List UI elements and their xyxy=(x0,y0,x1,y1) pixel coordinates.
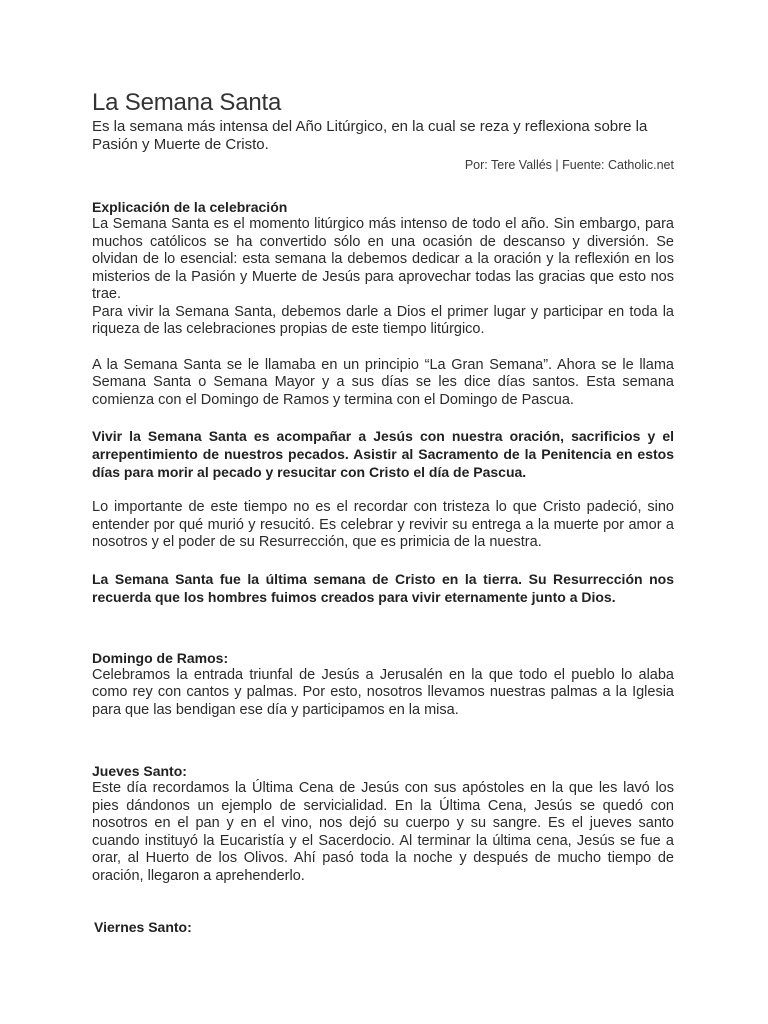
spacer xyxy=(92,173,674,199)
paragraph-gran-semana: A la Semana Santa se le llamaba en un principio “La Gran Semana”. Ahora se le llama Semana Santa o Semana Mayor y a sus días se les dice días santos. Esta semana comienza con el Domingo de Ramos y termina con el Domingo de Pascua. xyxy=(92,356,674,408)
paragraph-explicacion-2: Para vivir la Semana Santa, debemos darle a Dios el primer lugar y participar en toda la riqueza de las celebraciones propias de este tiempo litúrgico. xyxy=(92,303,674,337)
spacer xyxy=(92,606,674,650)
paragraph-importante: Lo importante de este tiempo no es el recordar con tristeza lo que Cristo padeció, sino entender por qué murió y resucitó. Es celebrar y revivir su entrega a la muerte por amor a nosotros y el poder de su Resurrección, que es primicia de la nuestra. xyxy=(92,499,674,550)
spacer xyxy=(92,719,674,763)
document-content xyxy=(92,88,674,936)
spacer xyxy=(92,885,674,919)
author-byline: Por: Tere Vallés | Fuente: Catholic.net xyxy=(464,158,674,172)
spacer xyxy=(92,481,674,499)
paragraph-domingo-ramos: Celebramos la entrada triunfal de Jesús a Jerusalén en la que todo el pueblo lo alaba como rey con cantos y palmas. Por esto, nosotros llevamos nuestras palmas a la Iglesia para que las bendigan ese día y participamos en la misa. xyxy=(92,666,674,718)
section-heading-viernes-santo: Viernes Santo: xyxy=(94,919,192,935)
spacer xyxy=(92,339,674,357)
page-title: La Semana Santa xyxy=(92,89,282,116)
section-heading-explicacion: Explicación de la celebración xyxy=(92,199,288,215)
page-subtitle: Es la semana más intensa del Año Litúrgico, en la cual se reza y reflexiona sobre la Pasión y Muerte de Cristo. xyxy=(92,118,648,153)
spacer xyxy=(92,552,674,570)
section-heading-jueves-santo: Jueves Santo: xyxy=(92,763,187,779)
bold-paragraph-ultima-semana: La Semana Santa fue la última semana de Cristo en la tierra. Su Resurrección nos recuerda que los hombres fuimos creados para vivir eternamente junto a Dios. xyxy=(92,570,674,605)
paragraph-jueves-santo: Este día recordamos la Última Cena de Jesús con sus apóstoles en la que les lavó los pies dándonos un ejemplo de servicialidad. En la Última Cena, Jesús se quedó con nosotros en el pan y en el vino, nos dejó su cuerpo y su sangre. Es el jueves santo cuando instituyó la Eucaristía y el Sacerdocio. Al terminar la última cena, Jesús se fue a orar, al Huerto de los Olivos. Ahí pasó toda la noche y después de mucho tiempo de oración, llegaron a aprehenderlo. xyxy=(92,780,674,884)
bold-paragraph-vivir: Vivir la Semana Santa es acompañar a Jesús con nuestra oración, sacrificios y el arrepentimiento de nuestros pecados. Asistir al Sacramento de la Penitencia en estos días para morir al pecado y resucitar con Cristo el día de Pascua. xyxy=(92,428,674,480)
spacer xyxy=(92,409,674,427)
section-heading-domingo-ramos: Domingo de Ramos: xyxy=(92,649,229,666)
paragraph-explicacion-1: La Semana Santa es el momento litúrgico más intenso de todo el año. Sin embargo, para muchos católicos se ha convertido sólo en una ocasión de descanso y diversión. Se olvidan de lo esencial: esta semana la debemos dedicar a la oración y la reflexión en los misterios de la Pasión y Muerte de Jesús para aprovechar todas las gracias que esto nos trae. xyxy=(92,216,674,302)
